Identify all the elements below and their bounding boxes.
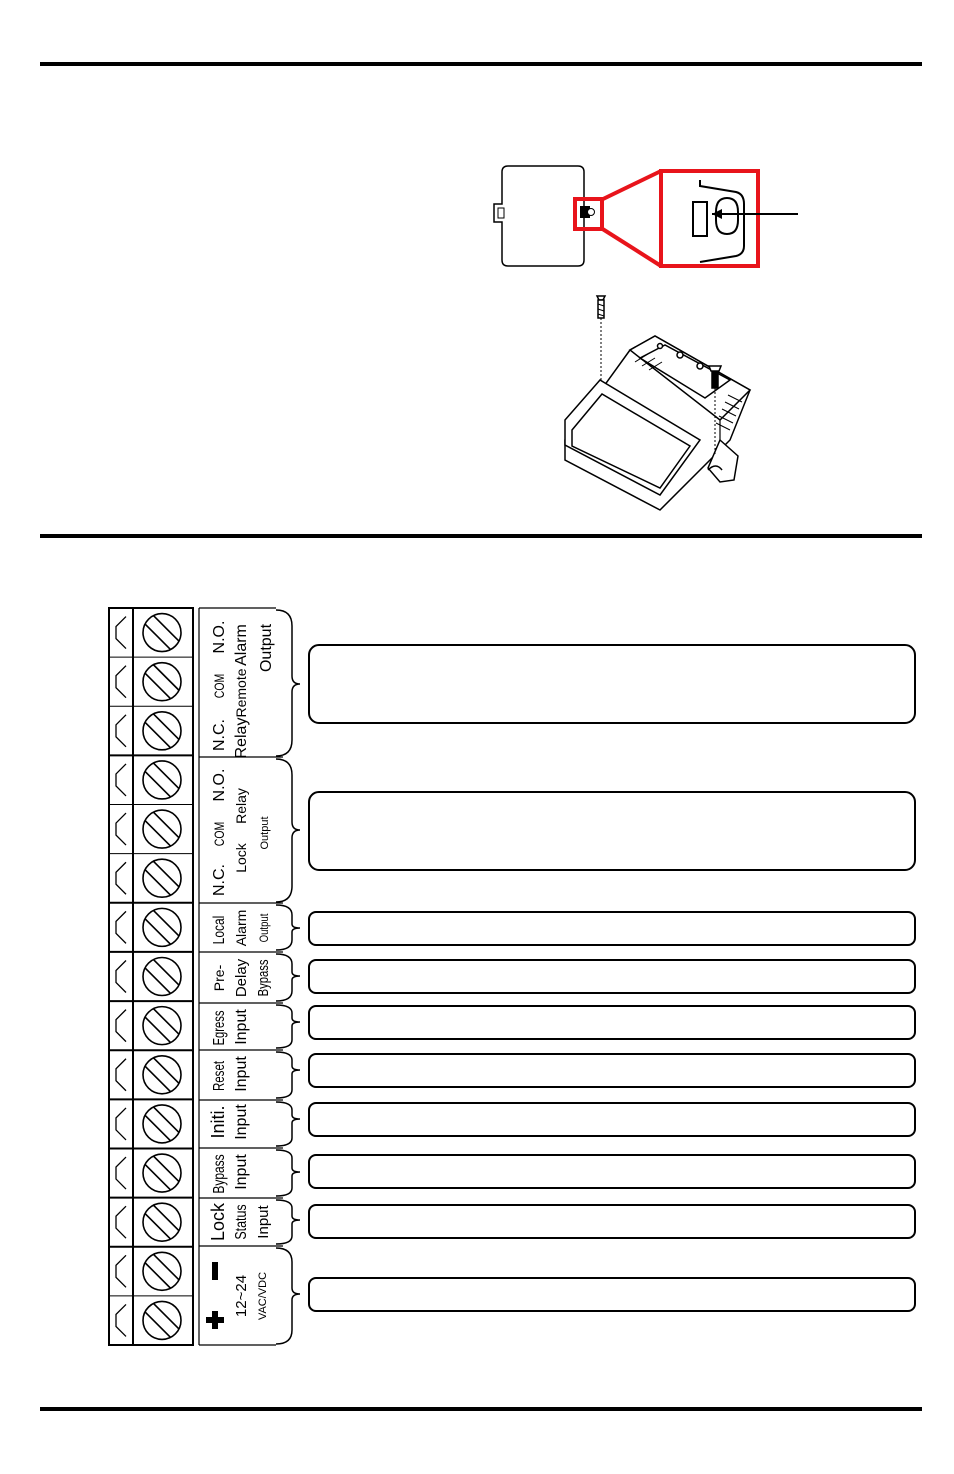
label-input-4: Input [233,1154,250,1190]
terminal-screw [143,1105,181,1143]
label-reset: Reset [209,1060,228,1092]
label-nc-2: N.C. [211,864,228,896]
box-pre-delay [309,960,915,993]
label-bypass-1: Bypass [254,959,272,997]
group-braces [276,610,300,1344]
label-alarm-1: Alarm [233,624,250,666]
description-boxes [309,645,915,1311]
label-alarm-2: Alarm [233,909,249,947]
box-remote-relay [309,645,915,723]
label-bypass-2: Bypass [209,1154,228,1194]
label-input-1: Input [233,1009,250,1045]
label-no-1: N.O. [211,620,228,654]
label-relay-2: Relay [233,788,249,824]
box-lock-relay [309,792,915,870]
terminal-labels [206,621,275,1329]
terminal-screw [143,761,181,799]
minus-sign [212,1262,218,1280]
label-vac-vdc: VAC/VDC [257,1271,269,1321]
label-input-5: Input [255,1205,272,1239]
label-no-2: N.O. [211,768,228,802]
label-remote: Remote [233,668,249,718]
label-output-2: Output [259,816,271,850]
terminal-screw [143,1056,181,1094]
box-reset [309,1054,915,1087]
keyhole-callout [575,171,798,266]
terminal-screw [143,1007,181,1045]
label-status: Status [232,1204,251,1240]
plus-sign [206,1311,224,1329]
terminal-screw [143,614,181,652]
middle-rule [40,534,922,538]
terminal-screw [143,859,181,897]
box-local-alarm [309,912,915,945]
terminal-screw [143,1203,181,1241]
terminal-screw [143,958,181,996]
terminal-screw [143,908,181,946]
box-bypass [309,1155,915,1188]
box-lock-status [309,1205,915,1238]
terminal-screw [143,1301,181,1339]
label-voltage: 12~24 [233,1274,250,1318]
label-lock-2: Lock [208,1202,228,1242]
terminal-screw [143,712,181,750]
device-isometric [565,296,750,510]
label-com-2: COM [211,821,228,847]
device-back-view [494,166,595,266]
terminal-screw [143,1252,181,1290]
label-output-3: Output [258,913,272,943]
label-pre: Pre- [211,964,227,992]
label-local: Local [209,915,228,945]
box-initi [309,1103,915,1136]
label-input-3: Input [233,1104,250,1140]
box-egress [309,1006,915,1039]
label-relay-1: Relay [233,717,250,759]
terminal-screw [143,810,181,848]
label-delay: Delay [233,958,250,998]
label-input-2: Input [233,1056,250,1092]
terminal-screw [143,1154,181,1192]
box-power [309,1278,915,1311]
label-com-1: COM [211,673,228,699]
label-nc-1: N.C. [211,719,228,751]
label-lock-1: Lock [233,843,249,873]
mounting-illustration [0,0,954,530]
wiring-diagram [0,540,954,1410]
label-output-1: Output [258,623,275,673]
label-initi: Initi. [208,1105,228,1139]
label-egress: Egress [208,1010,228,1046]
terminal-screw [143,663,181,701]
